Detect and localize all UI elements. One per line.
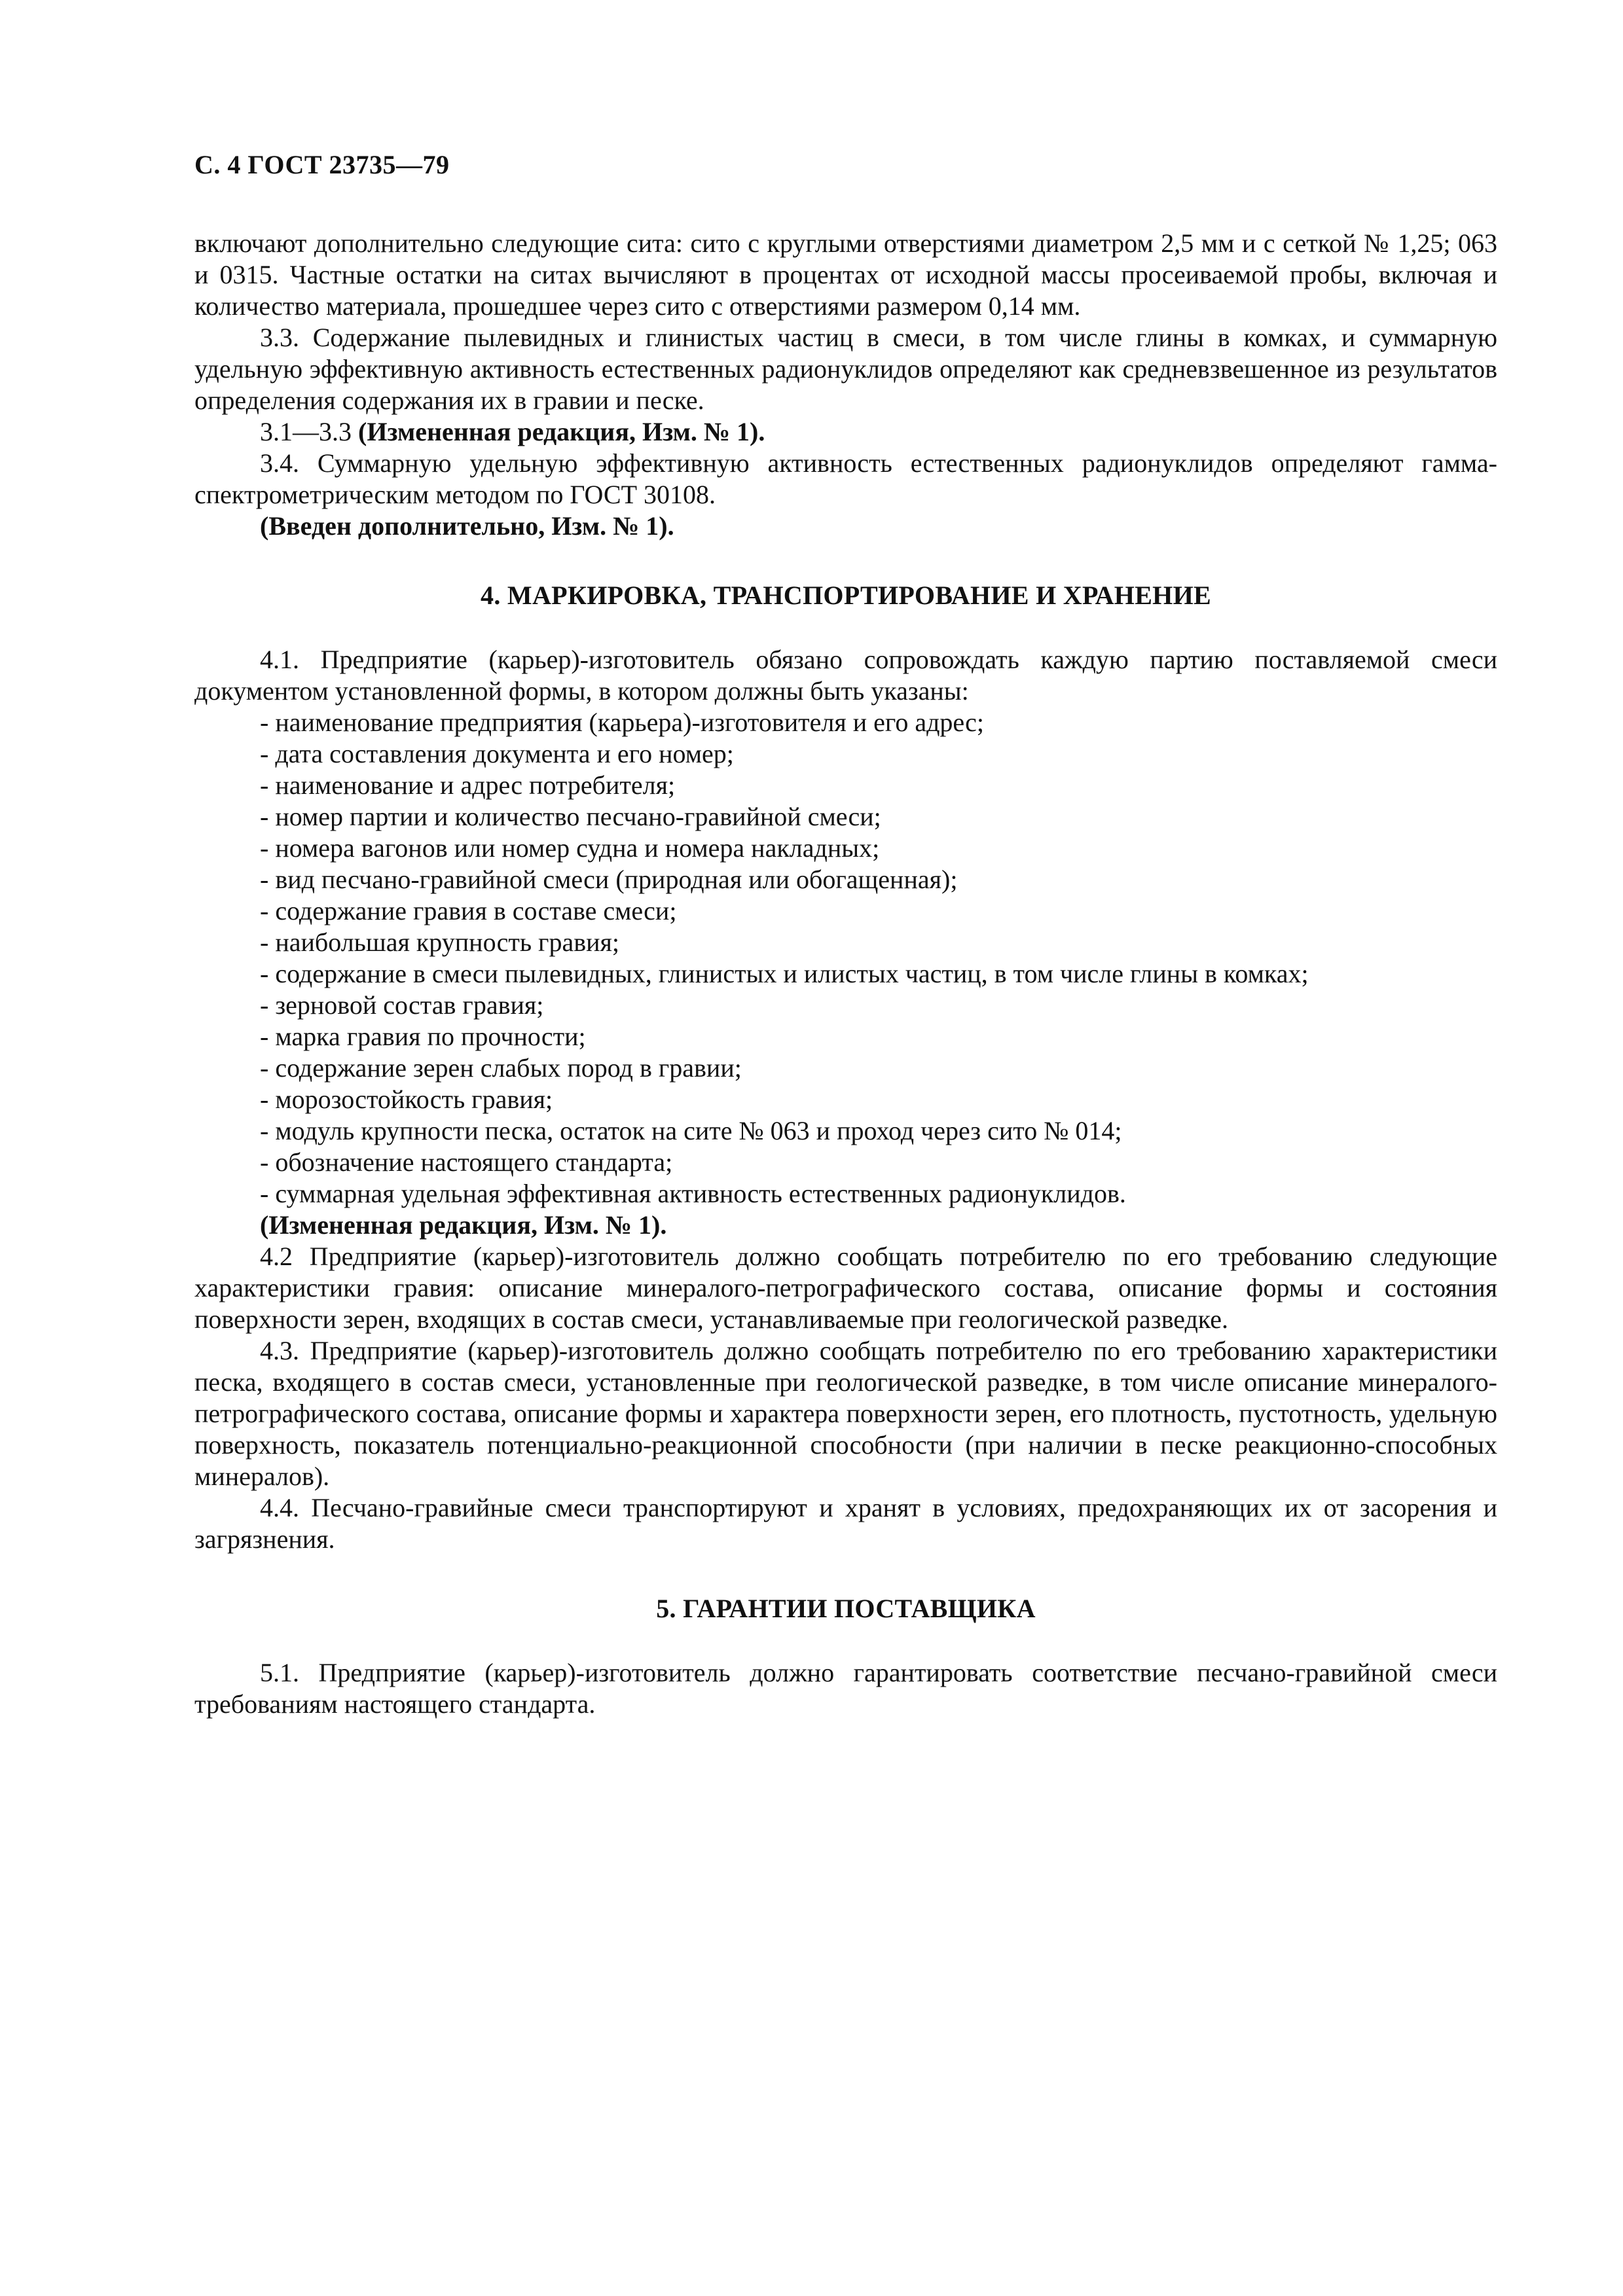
- amendment-note-3-1-3-3: [194, 416, 1497, 448]
- list-item: - дата составления документа и его номер;: [260, 739, 734, 768]
- list-item: - наименование предприятия (карьера)-изготовителя и его адрес;: [260, 708, 985, 737]
- list-item: - обозначение настоящего стандарта;: [260, 1147, 673, 1177]
- paragraph-5-1: 5.1. Предприятие (карьер)-изготовитель должно гарантировать соответствие песчано-гравийной смеси требованиям настоящего стандарта.: [194, 1658, 1497, 1719]
- list-item: - зерновой состав гравия;: [260, 990, 544, 1020]
- list-item: - модуль крупности песка, остаток на сите № 063 и проход через сито № 014;: [260, 1116, 1122, 1145]
- section-title-5: 5. ГАРАНТИИ ПОСТАВЩИКА: [656, 1594, 1036, 1623]
- list-item: - наибольшая крупность гравия;: [260, 927, 620, 957]
- paragraph-3-3: 3.3. Содержание пылевидных и глинистых частиц в смеси, в том числе глины в комках, и суммарную удельную эффективную активность естественных радионуклидов определяют как средневзвешенное из результатов определения содержания их в гравии и песке.: [194, 323, 1497, 415]
- paragraph-3-4: 3.4. Суммарную удельную эффективную активность естественных радионуклидов определяют гамма-спектрометрическим методом по ГОСТ 30108.: [194, 448, 1497, 509]
- list-item: - номер партии и количество песчано-гравийной смеси;: [260, 802, 881, 831]
- list-item: - номера вагонов или номер судна и номера накладных;: [260, 833, 880, 863]
- paragraph-4-3: 4.3. Предприятие (карьер)-изготовитель должно сообщать потребителю по его требованию характеристики песка, входящего в состав смеси, установленные при геологической разведке, в том числе описание минералого-петрографического состава, описание формы и характера поверхности зерен, его плотность, пустотность, удельную поверхность, показатель потенциально-реакционной способности (при наличии в песке реакционно-способных минералов).: [194, 1336, 1497, 1491]
- list-item: - вид песчано-гравийной смеси (природная или обогащенная);: [260, 865, 958, 894]
- paragraph-4-2: 4.2 Предприятие (карьер)-изготовитель должно сообщать потребителю по его требованию следующие характеристики гравия: описание минералого-петрографического состава, описание формы и состояния поверхности зерен, входящих в состав смеси, устанавливаемые при геологической разведке.: [194, 1242, 1497, 1334]
- amendment-label: (Измененная редакция, Изм. № 1).: [358, 417, 765, 446]
- list-item: - марка гравия по прочности;: [260, 1022, 586, 1051]
- list-item: - содержание зерен слабых пород в гравии;: [260, 1053, 742, 1083]
- amendment-note-4-1: (Измененная редакция, Изм. № 1).: [260, 1210, 667, 1240]
- list-item: - содержание в смеси пылевидных, глинистых и илистых частиц, в том числе глины в комках;: [260, 959, 1309, 988]
- amendment-note-3-4: (Введен дополнительно, Изм. № 1).: [260, 511, 674, 541]
- amendment-ref: 3.1—3.3: [260, 417, 358, 446]
- paragraph-4-4: 4.4. Песчано-гравийные смеси транспортируют и хранят в условиях, предохраняющих их от засорения и загрязнения.: [194, 1493, 1497, 1554]
- section-title-4: 4. МАРКИРОВКА, ТРАНСПОРТИРОВАНИЕ И ХРАНЕНИЕ: [481, 581, 1211, 610]
- list-item: - наименование и адрес потребителя;: [260, 770, 676, 800]
- list-item: - суммарная удельная эффективная активность естественных радионуклидов.: [260, 1179, 1126, 1208]
- list-item: - морозостойкость гравия;: [260, 1085, 553, 1114]
- paragraph-4-1: 4.1. Предприятие (карьер)-изготовитель обязано сопровождать каждую партию поставляемой смеси документом установленной формы, в котором должны быть указаны:: [194, 645, 1497, 706]
- document-body: [194, 228, 1497, 1720]
- required-fields-list: [194, 707, 1497, 1210]
- paragraph-continuation: включают дополнительно следующие сита: сито с круглыми отверстиями диаметром 2,5 мм и с сеткой № 1,25; 063 и 0315. Частные остатки на ситах вычисляют в процентах от исходной массы просеиваемой пробы, включая и количество материала, прошедшее через сито с отверстиями размером 0,14 мм.: [194, 228, 1497, 321]
- list-item: - содержание гравия в составе смеси;: [260, 896, 677, 925]
- page-header: С. 4 ГОСТ 23735—79: [194, 150, 450, 179]
